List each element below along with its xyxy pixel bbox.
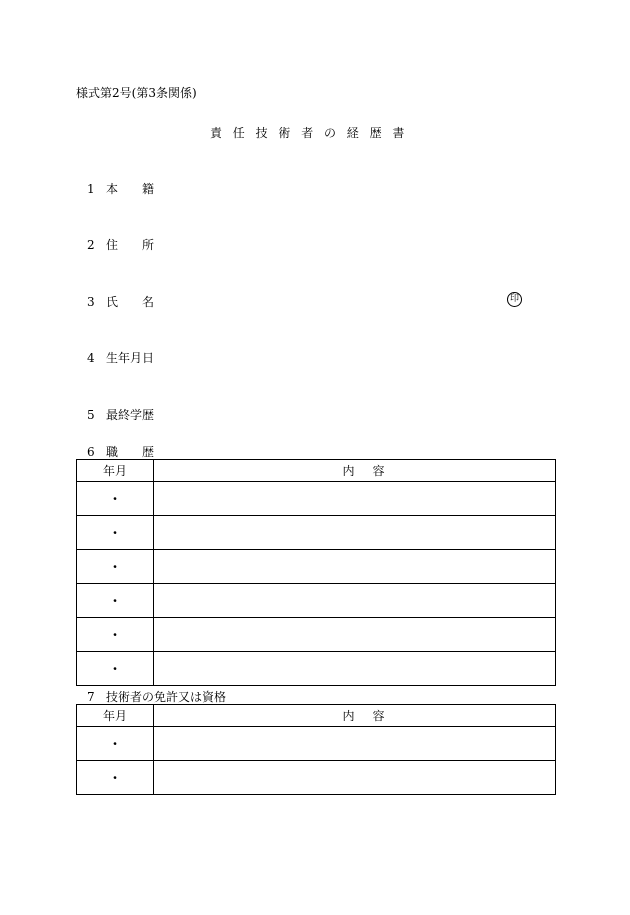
table-row [77,761,556,795]
label-char: 職 [106,445,119,459]
field-label [106,443,154,460]
title-char: 者 [301,126,314,140]
title-char: 経 [346,126,359,140]
content-cell[interactable] [154,727,556,761]
label-char: 本 [106,182,119,196]
field-label [106,236,154,253]
table-row [77,652,556,686]
date-cell[interactable]: ・ [77,516,154,550]
date-cell[interactable]: ・ [77,652,154,686]
table-header-row [77,460,556,482]
content-cell[interactable] [154,482,556,516]
title-char: 書 [392,126,405,140]
date-cell[interactable]: ・ [77,550,154,584]
label-char: 歴 [142,445,155,459]
content-cell[interactable] [154,550,556,584]
career-table [76,459,556,686]
table-row [77,482,556,516]
field-number: 5 [87,408,95,422]
date-cell[interactable]: ・ [77,584,154,618]
table-row [77,584,556,618]
career-heading [87,443,154,460]
field-number: 1 [87,182,95,196]
document-title [210,124,415,141]
column-header-content [154,705,556,727]
field-label [106,180,154,197]
content-cell[interactable] [154,761,556,795]
table-row [77,516,556,550]
title-char: の [323,126,336,140]
date-cell[interactable]: ・ [77,618,154,652]
field-birthdate [87,349,154,366]
header-char: 容 [372,464,385,478]
title-char: 歴 [369,126,382,140]
field-number: 4 [87,351,95,365]
title-char: 術 [278,126,291,140]
field-label: 生年月日 [106,351,155,365]
content-cell[interactable] [154,652,556,686]
title-char: 任 [232,126,245,140]
table-row [77,727,556,761]
title-char: 責 [210,126,223,140]
field-address [87,236,154,253]
field-education [87,406,154,423]
label-char: 所 [142,238,155,252]
date-cell[interactable]: ・ [77,482,154,516]
table-header-row [77,705,556,727]
column-header-date: 年月 [77,460,154,482]
label-char: 氏 [106,295,119,309]
label-char: 籍 [142,182,155,196]
field-number: 6 [87,445,95,459]
license-heading [87,688,226,705]
label-char: 名 [142,295,155,309]
content-cell[interactable] [154,618,556,652]
date-cell[interactable]: ・ [77,761,154,795]
form-number: 様式第2号(第3条関係) [76,86,197,100]
title-char: 技 [255,126,268,140]
field-name [87,293,154,310]
field-label: 最終学歴 [106,408,155,422]
field-number: 3 [87,295,95,309]
field-number: 7 [87,690,95,704]
label-char: 住 [106,238,119,252]
header-char: 容 [372,709,385,723]
field-number: 2 [87,238,95,252]
content-cell[interactable] [154,584,556,618]
field-label: 技術者の免許又は資格 [106,690,227,704]
field-honseki [87,180,154,197]
table-row [77,550,556,584]
header-char: 内 [342,464,355,478]
seal-mark: 印 [507,292,522,307]
column-header-content [154,460,556,482]
content-cell[interactable] [154,516,556,550]
column-header-date: 年月 [77,705,154,727]
field-label [106,293,154,310]
header-char: 内 [342,709,355,723]
table-row [77,618,556,652]
license-table [76,704,556,795]
date-cell[interactable]: ・ [77,727,154,761]
